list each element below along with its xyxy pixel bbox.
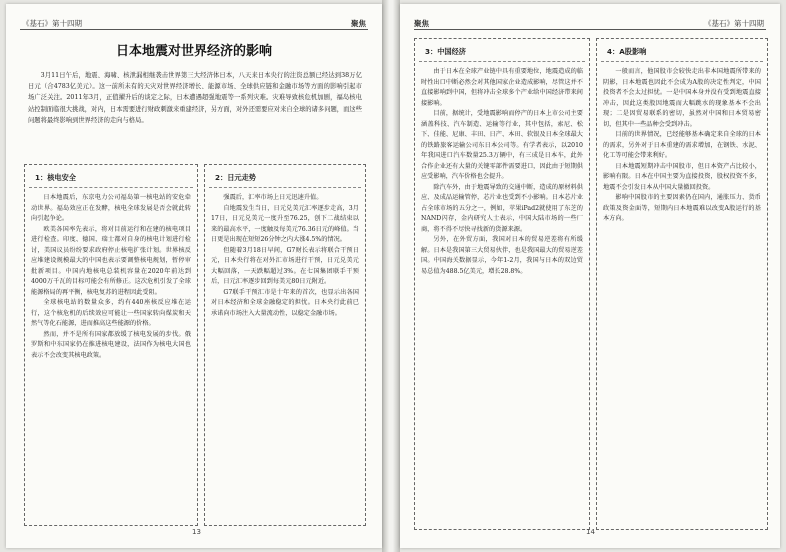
- section-body: [31, 193, 191, 519]
- paragraph: 由于日本在全球产业链中具有重要地位，地震造成的临时性出口中断必然会对其他国家企业造成影响，尽管这并不直接影响到中国，但将冲击全球多个产业给中国经济带来间接影响。: [421, 68, 583, 107]
- right-header-issue: 《基石》第十四期: [704, 19, 764, 28]
- paragraph: 一般而言，他国股市会较快走出非本国地震所带来的阴影，日本地震也因此不会成为A股的决定性判定，中国投资者不会太过担忧。一是中国本身并没有受到地震直接冲击，因此这类股因地震而大幅跳水的现象基本不会出现；二是因贸易联系的密切，虽然对中国和日本贸易密切，但其中一些品种会受到冲击。: [603, 68, 761, 128]
- section-box-yen: [204, 164, 366, 526]
- paragraph: 目前的世界情况，已经能够基本确定来自全球的日本的需求，另外对于日本重建的需求增加，在钢铁、水泥、化工等可能会带来利好。: [603, 131, 761, 159]
- paragraph: G7联手干预汇市是十年来的首次，也显示出各国对日本经济和全球金融稳定的担忧。日本央行此前已承诺向市场注入大量流动性，以稳定金融市场。: [211, 288, 359, 317]
- section-tag: 1：核电安全: [35, 173, 76, 182]
- section-box-china-economy: [414, 38, 590, 530]
- right-header-rule: [414, 29, 766, 30]
- section-header: [29, 169, 193, 188]
- paragraph: 目前，据统计，受地震影响而停产的日本上市公司主要涵盖科技、汽车制造、运输等行业，其中包括，索尼、松下、佳能、尼康、丰田、日产、本田、软银及日本全球最大的铁路旅客运输公司东日本公司等。有学者表示，以2010年我国进口汽车数量25.3万辆中，有三成是日本车，此外合作企业还有大量的关键零部件需要进口，因此由于短期供应受影响，汽车价格也会提升。: [421, 110, 583, 180]
- section-header: [419, 43, 585, 62]
- paragraph: 强震后，汇率市场上日元迅速升值。: [223, 194, 323, 201]
- left-header-section: 聚焦: [351, 19, 366, 28]
- paragraph: 然而，并不是所有国家都放缓了核电发展的步伐。俄罗斯和中东国家仍在推进核电建设，法国作为核电大国也表示不会改变其核电政策。: [31, 330, 191, 359]
- paragraph: 日本地震短期冲击中国股市，但日本资产占比较小，影响有限。日本在中国主要为直接投资，股权投资不多，地震不会引发日本从中国大量撤回投资。: [603, 162, 761, 191]
- section-body: [211, 193, 359, 519]
- left-page: [6, 4, 382, 548]
- paragraph: 除汽车外，由于地震导致的交通中断，造成的原材料供应、及成品运输管停，芯片业也受到不小影响。日本芯片业占全球市场的五分之一，例如，苹果iPad2就使用了东芝的NAND闪存，金内研究人士表示，中国大陆市场的一些厂商，将不得不尽快寻找新的货源来源。: [421, 183, 583, 233]
- paragraph: 另外，在外贸方面，我国对日本的贸易逆差将有所缓解。日本是我国第三大贸易伙伴，也是我国最大的贸易逆差国。中国海关数据显示，今年1-2月，我国与日本的双边贸易总值为488.5亿美元，增长28.8%。: [421, 236, 583, 275]
- paragraph: 日本地震后，东京电力公司福岛第一核电站的安危牵动世界。福岛效应正在发酵，核电全球发展是否会就此转向引起争论。: [31, 194, 191, 222]
- section-header: [209, 169, 361, 188]
- section-box-nuclear: [24, 164, 198, 526]
- page-number-right: 14: [586, 528, 595, 536]
- section-body: [421, 67, 583, 523]
- section-body: [603, 67, 761, 523]
- right-header-section: 聚焦: [414, 19, 429, 28]
- article-intro: 3月11日午后，地震、海啸、核泄漏相继袭击世界第三大经济体日本，八天来日本央行的注资总额已经达到38万亿日元（合4783亿美元）。这一前所未有的天灾对世界经济增长、能源市场、全球供应链和金融市场等方面的影响引起市场广泛关注。2011年3月，正值擢升后的谈定之际，日本遭遇超强地震等一系列灾难。灾难导致核危机加剧，福岛核电站控制面临很大挑战，对内，日本需要进行财政刺激来重建经济，另方面，对外还需要应对来自全球的诸多问题，而这些问题将最终影响到世界经济的走向与格局。: [28, 72, 362, 124]
- section-box-a-shares: [596, 38, 768, 530]
- article-title: 日本地震对世界经济的影响: [115, 44, 272, 59]
- page-number-left: 13: [192, 528, 201, 536]
- paragraph: 但随着3月18日早间，G7财长表示将联合干预日元，日本央行将在对外汇市场进行干预，日元兑美元大幅回落，一天跌幅超过3%。在七国集团联手干预后，日元汇率逐步回到每美元80日元附近。: [211, 246, 359, 285]
- book-gutter: [382, 0, 400, 552]
- paragraph: 欧美各国率先表示，将对目前运行和在建的核电项目进行检查。印度、德国、瑞士都对自身的核电计划进行检讨，美国议员纷纷要求政府停止核电扩张计划。世界核反应堆建设规模最大的中国也表示要调整核电规划，暂停审批新项目。中国内地核电总装机容量在2020年前达到4000万千瓦的目标可能会有所修正。这次危机引发了全球能源格局的再平衡，核电复苏的进程因此受阻。: [31, 225, 191, 296]
- left-header-rule: [20, 29, 368, 30]
- section-tag: 3：中国经济: [425, 47, 466, 56]
- paragraph: 自地震发生当日，日元兑美元汇率逐步走高，3月17日，日元兑美元一度升至76.25，创下二战结束以来的最高水平，一度触及每美元76.36日元的峰值。当日更是出现在短短26分钟之内大涨4.5%的情况。: [211, 204, 359, 243]
- section-header: [601, 43, 763, 62]
- right-page: [400, 4, 780, 548]
- section-tag: 4：A股影响: [607, 47, 647, 56]
- paragraph: 全球核电站的数量众多，约有440座核反应堆在运行，这个核危机的后续效应可能让一些国家转向煤炭和天然气等化石能源，进而推高这些能源的价格。: [31, 299, 191, 327]
- section-tag: 2：日元走势: [215, 173, 256, 182]
- left-header-issue: 《基石》第十四期: [22, 19, 82, 28]
- paragraph: 影响中国股市的主要因素仍在国内，通胀压力、货币政策及资金面等，短期内日本地震难以改变A股运行的基本方向。: [603, 194, 761, 222]
